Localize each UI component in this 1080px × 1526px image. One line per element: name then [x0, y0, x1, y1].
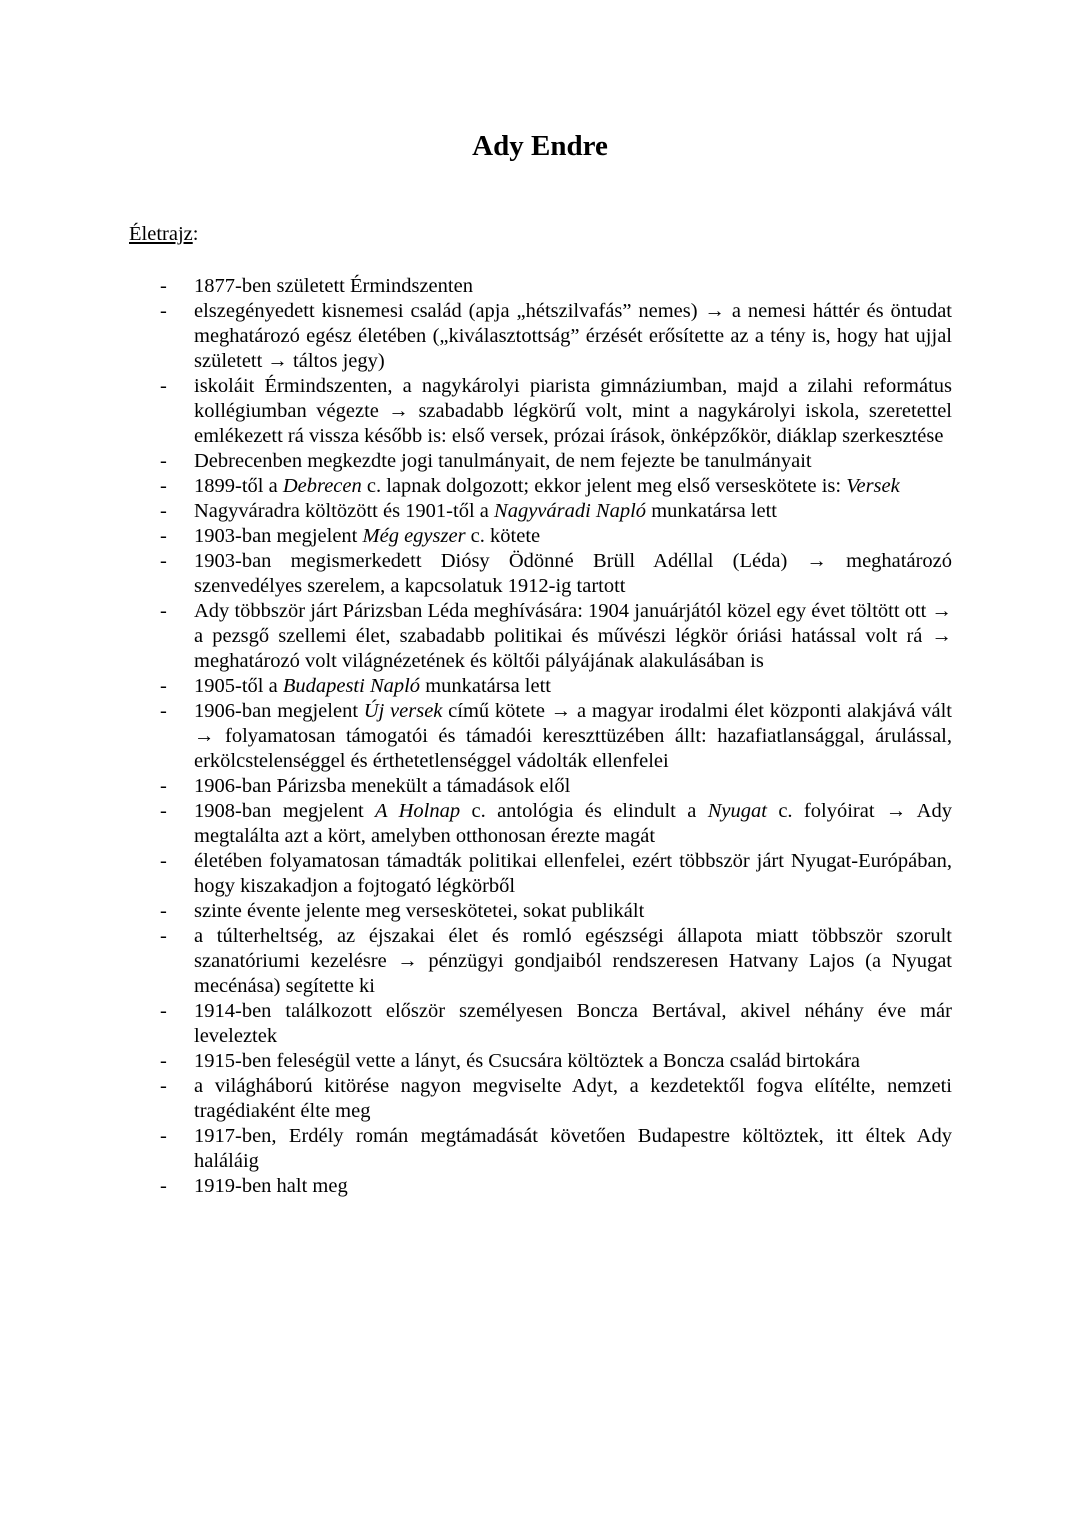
italic-title: Budapesti Napló: [282, 675, 421, 697]
text-run: szinte évente jelente meg verseskötetei, sokat publikált: [194, 900, 645, 922]
italic-title: A Holnap: [375, 800, 461, 822]
list-item: [129, 299, 952, 374]
italic-title: Nagyváradi Napló: [494, 500, 647, 522]
text-run: Nagyváradra költözött és 1901-től a: [194, 500, 495, 522]
section-heading-colon: :: [192, 223, 199, 245]
text-run: életében folyamatosan támadták politikai ellenfelei, ezért többször járt Nyugat-Európában, hogy kiszakadjon a fojtogató légkörből: [194, 850, 952, 897]
italic-title: Új versek: [363, 700, 443, 722]
list-item: [129, 524, 952, 549]
list-bullet: -: [160, 525, 167, 547]
text-run: 1877-ben született Érmindszenten: [194, 275, 473, 297]
list-item-text: [194, 275, 473, 297]
section-heading: [129, 222, 198, 247]
text-run: 1905-től a: [194, 675, 283, 697]
list-item-text: [194, 925, 952, 997]
list-item-text: [194, 675, 551, 697]
text-run: 1908-ban megjelent: [194, 800, 376, 822]
list-item-text: [194, 1125, 952, 1172]
list-bullet: -: [160, 1075, 167, 1097]
list-bullet: -: [160, 1050, 167, 1072]
list-item: [129, 374, 952, 449]
list-bullet: -: [160, 275, 167, 297]
list-item: [129, 924, 952, 999]
list-bullet: -: [160, 900, 167, 922]
list-item-text: [194, 900, 644, 922]
list-item: [129, 599, 952, 674]
text-run: 1903-ban megismerkedett Diósy Ödönné Brüll Adéllal (Léda) → meghatározó szenvedélyes szerelem, a kapcsolatuk 1912-ig tartott: [194, 550, 952, 597]
list-item: [129, 699, 952, 774]
list-item: [129, 999, 952, 1049]
list-item-text: [194, 375, 952, 447]
text-run: 1906-ban Párizsba menekült a támadások elől: [194, 775, 571, 797]
list-item-text: [194, 600, 952, 672]
list-bullet: -: [160, 1125, 167, 1147]
list-item: [129, 474, 952, 499]
list-item: [129, 549, 952, 599]
text-run: Debrecenben megkezdte jogi tanulmányait, de nem fejezte be tanulmányait: [194, 450, 812, 472]
list-bullet: -: [160, 1000, 167, 1022]
list-bullet: -: [160, 700, 167, 722]
text-run: Ady többször járt Párizsban Léda meghívására: 1904 januárjától közel egy évet töltött ott → a pezsgő szellemi élet, szabadabb politikai és művészi légkör óriási hatással volt rá → meghatározó volt világnézetének és költői pályájának alakulásában is: [194, 600, 952, 672]
list-item-text: [194, 475, 900, 497]
italic-title: Versek: [846, 475, 900, 497]
list-item-text: [194, 850, 952, 897]
list-item: [129, 274, 952, 299]
text-run: 1915-ben feleségül vette a lányt, és Csucsára költöztek a Boncza család birtokára: [194, 1050, 860, 1072]
text-run: 1899-től a: [194, 475, 283, 497]
list-item: [129, 899, 952, 924]
page-title: Ady Endre: [472, 130, 608, 162]
italic-title: Még egyszer: [362, 525, 466, 547]
text-run: 1917-ben, Erdély román megtámadását követően Budapestre költöztek, itt éltek Ady haláláig: [194, 1125, 952, 1172]
text-run: c. lapnak dolgozott; ekkor jelent meg első verseskötete is:: [361, 475, 847, 497]
text-run: a világháború kitörése nagyon megviselte Adyt, a kezdetektől fogva elítélte, nemzeti tragédiaként élte meg: [194, 1075, 952, 1122]
list-bullet: -: [160, 850, 167, 872]
list-bullet: -: [160, 600, 167, 622]
list-bullet: -: [160, 500, 167, 522]
list-bullet: -: [160, 450, 167, 472]
list-item-text: [194, 1175, 348, 1197]
list-item-text: [194, 300, 952, 372]
list-bullet: -: [160, 475, 167, 497]
list-item: [129, 1174, 952, 1199]
biography-list: [129, 274, 952, 1199]
list-item: [129, 774, 952, 799]
list-bullet: -: [160, 550, 167, 572]
text-run: a túlterheltség, az éjszakai élet és romló egészségi állapota miatt többször szorult szanatóriumi kezelésre → pénzügyi gondjaiból rendszeresen Hatvany Lajos (a Nyugat mecénása) segítette ki: [194, 925, 952, 997]
list-item-text: [194, 450, 812, 472]
italic-title: Nyugat: [707, 800, 767, 822]
text-run: munkatársa lett: [420, 675, 551, 697]
text-run: c. folyóirat → Ady megtalálta azt a kört, amelyben otthonosan érezte magát: [194, 800, 952, 847]
list-item: [129, 499, 952, 524]
list-bullet: -: [160, 675, 167, 697]
section-heading-text: Életrajz: [129, 223, 193, 245]
text-run: 1914-ben találkozott először személyesen Boncza Bertával, akivel néhány éve már leveleztek: [194, 1000, 952, 1047]
text-run: 1919-ben halt meg: [194, 1175, 348, 1197]
list-item: [129, 1074, 952, 1124]
list-bullet: -: [160, 925, 167, 947]
list-item: [129, 1049, 952, 1074]
text-run: munkatársa lett: [646, 500, 777, 522]
list-item-text: [194, 775, 570, 797]
list-bullet: -: [160, 800, 167, 822]
text-run: c. antológia és elindult a: [460, 800, 708, 822]
list-item-text: [194, 525, 540, 547]
list-item: [129, 799, 952, 849]
list-bullet: -: [160, 1175, 167, 1197]
text-run: 1906-ban megjelent: [194, 700, 364, 722]
list-item: [129, 849, 952, 899]
text-run: című kötete → a magyar irodalmi élet központi alakjává vált → folyamatosan támogatói és támadói kereszttüzében állt: hazafiatlansággal, árulással, erkölcstelenséggel és érthetetlenséggel vádolták ellenfelei: [194, 700, 952, 772]
italic-title: Debrecen: [282, 475, 362, 497]
text-run: 1903-ban megjelent: [194, 525, 363, 547]
list-item-text: [194, 700, 952, 772]
list-item-text: [194, 1000, 952, 1047]
list-bullet: -: [160, 300, 167, 322]
list-item-text: [194, 550, 952, 597]
text-run: c. kötete: [465, 525, 541, 547]
list-item: [129, 449, 952, 474]
list-item-text: [194, 1050, 860, 1072]
list-item-text: [194, 500, 777, 522]
list-item: [129, 674, 952, 699]
list-bullet: -: [160, 375, 167, 397]
list-item-text: [194, 800, 952, 847]
list-item-text: [194, 1075, 952, 1122]
list-item: [129, 1124, 952, 1174]
text-run: iskoláit Érmindszenten, a nagykárolyi piarista gimnáziumban, majd a zilahi református kollégiumban végezte → szabadabb légkörű volt, mint a nagykárolyi iskola, szeretettel emlékezett rá vissza később is: első versek, prózai írások, önképzőkör, diáklap szerkesztése: [194, 375, 952, 447]
text-run: elszegényedett kisnemesi család (apja „hétszilvafás” nemes) → a nemesi háttér és öntudat meghatározó egész életében („kiválasztottság” érzését erősítette az a tény is, hogy hat ujjal született → táltos jegy): [194, 300, 952, 372]
list-bullet: -: [160, 775, 167, 797]
